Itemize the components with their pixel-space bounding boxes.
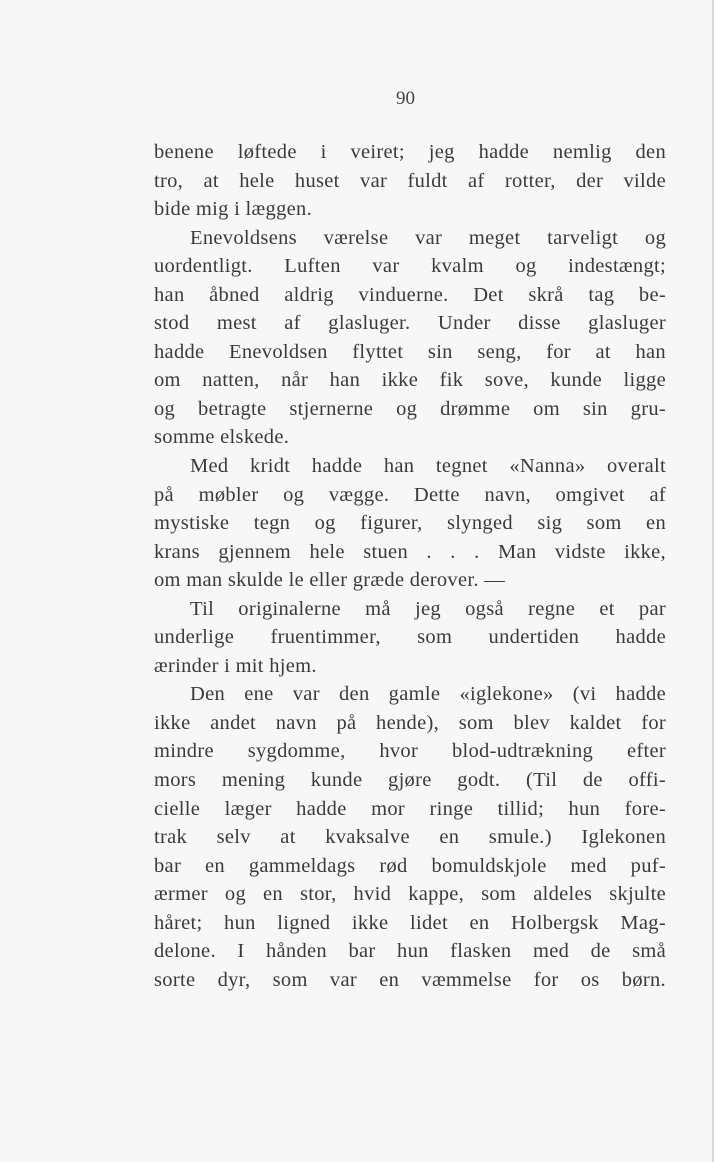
text-line: krans gjennem hele stuen . . . Man vidste ikke,	[154, 540, 666, 563]
text-line: ærmer og en stor, hvid kappe, som aldeles skjulte	[154, 883, 666, 906]
text-line: håret; hun ligned ikke lidet en Holbergsk Mag-	[154, 911, 666, 934]
text-line: hadde Enevoldsen flyttet sin seng, for at han	[154, 340, 666, 363]
text-line: Til originalerne må jeg også regne et par	[190, 597, 666, 620]
page-number: 90	[396, 88, 415, 109]
text-line: trak selv at kvaksalve en smule.) Iglekonen	[154, 826, 666, 849]
text-line: mors mening kunde gjøre godt. (Til de offi-	[154, 769, 666, 792]
text-line: benene løftede i veiret; jeg hadde nemlig den	[154, 141, 666, 163]
text-line: Med kridt hadde han tegnet «Nanna» overalt	[190, 455, 666, 478]
text-line: stod mest af glasluger. Under disse glasluger	[154, 312, 666, 335]
text-line: Den ene var den gamle «iglekone» (vi hadde	[190, 683, 666, 706]
text-line: ærinder i mit hjem.	[154, 654, 317, 677]
text-line: på møbler og vægge. Dette navn, omgivet af	[154, 483, 666, 506]
text-line: og betragte stjernerne og drømme om sin gru-	[154, 397, 666, 420]
text-line: underlige fruentimmer, som undertiden hadde	[154, 626, 666, 649]
text-line: mystiske tegn og figurer, slynged sig som en	[154, 512, 666, 535]
text-line: om natten, når han ikke fik sove, kunde ligge	[154, 369, 666, 392]
text-line: han åbned aldrig vinduerne. Det skrå tag be-	[154, 283, 666, 306]
text-line: tro, at hele huset var fuldt af rotter, der vilde	[154, 169, 666, 192]
text-line: somme elskede.	[154, 426, 290, 449]
body-text	[154, 138, 666, 994]
text-line: bide mig i læggen.	[154, 198, 312, 221]
text-line: sorte dyr, som var en væmmelse for os børn.	[154, 968, 666, 991]
text-line: cielle læger hadde mor ringe tillid; hun fore-	[154, 797, 666, 820]
text-line: uordentligt. Luften var kvalm og indestængt;	[154, 255, 666, 278]
text-line: bar en gammeldags rød bomuldskjole med puf-	[154, 854, 666, 877]
text-line: ikke andet navn på hende), som blev kaldet for	[154, 711, 666, 734]
text-line: delone. I hånden bar hun flasken med de små	[154, 940, 666, 963]
text-line: Enevoldsens værelse var meget tarveligt og	[190, 226, 666, 249]
text-line: om man skulde le eller græde derover. —	[154, 569, 505, 592]
text-line: mindre sygdomme, hvor blod-udtrækning efter	[154, 740, 666, 763]
